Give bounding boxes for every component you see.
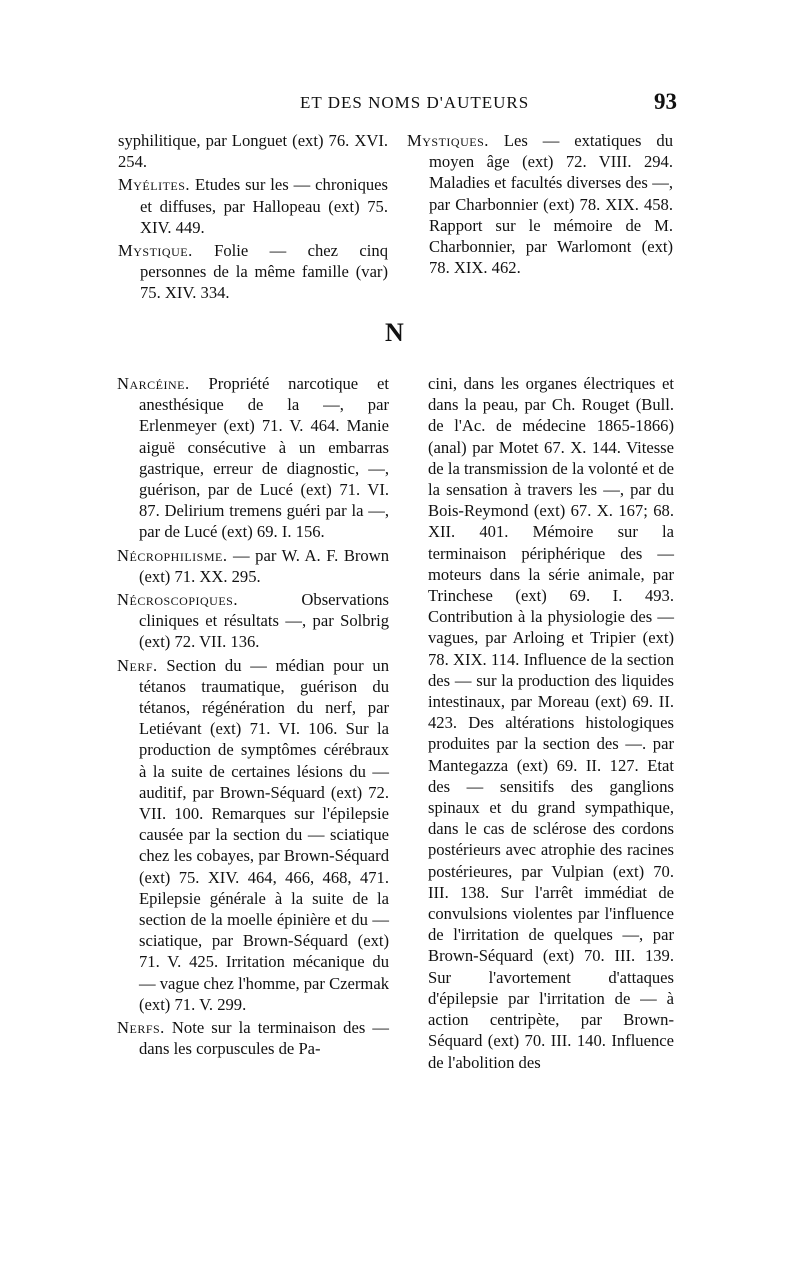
page-header <box>0 89 800 123</box>
index-entry: Mystique. Folie — chez cinq personnes de la même famille (var) 75. XIV. 334. <box>118 241 388 303</box>
bottom-left-column <box>117 373 389 1062</box>
index-entry: Mystiques. Les — extatiques du moyen âge (ext) 72. VIII. 294. Maladies et facultés diverses des —, par Charbonnier (ext) 78. XIX. 458. Rapport sur le mémoire de M. Charbonnier, par Warlomont (ext) 78. XIX. 462. <box>407 131 673 278</box>
index-entry: syphilitique, par Longuet (ext) 76. XVI. 254. <box>118 131 388 172</box>
top-left-column <box>118 130 388 306</box>
index-entry: Nerfs. Note sur la terminaison des — dans les corpuscules de Pa- <box>117 1018 389 1059</box>
page-number: 93 <box>654 89 677 114</box>
running-title: ET DES NOMS D'AUTEURS <box>300 93 530 112</box>
index-entry: Nécrophilisme. — par W. A. F. Brown (ext) 71. XX. 295. <box>117 545 389 586</box>
index-entry: Narcéine. Propriété narcotique et anesthésique de la —, par Erlenmeyer (ext) 71. V. 464. Manie aiguë consécutive à un embarras gastrique, erreur de diagnostic, —, guérison, par de Lucé (ext) 71. VI. 87. Delirium tremens guéri par la —, par de Lucé (ext) 69. I. 156. <box>117 374 389 542</box>
index-entry: Nerf. Section du — médian pour un tétanos traumatique, guérison du tétanos, régénération du nerf, par Letiévant (ext) 71. VI. 106. Sur la production de symptômes cérébraux à la suite de certaines lésions du — auditif, par Brown-Séquard (ext) 72. VII. 100. Remarques sur l'épilepsie causée par la section du — sciatique chez les cobayes, par Brown-Séquard (ext) 75. XIV. 464, 466, 468, 471. Epilepsie générale à la suite de la section de la moelle épinière et du — sciatique, par Brown-Séquard (ext) 71. V. 425. Irritation mécanique du — vague chez l'homme, par Czermak (ext) 71. V. 299. <box>117 655 389 1014</box>
index-entry: Myélites. Etudes sur les — chroniques et diffuses, par Hallopeau (ext) 75. XIV. 449. <box>118 175 388 237</box>
index-entry: cini, dans les organes électriques et dans la peau, par Ch. Rouget (Bull. de l'Ac. de médecine 1865-1866) (anal) par Motet 67. X. 144. Vitesse de la transmission de la volonté et de la sensation à travers les —, par du Bois-Reymond (ext) 67. X. 167; 68. XII. 401. Mémoire sur la terminaison périphérique des — moteurs dans la série animale, par Trinchese (ext) 69. I. 493. Contribution à la physiologie des — vagues, par Arloing et Tripier (ext) 78. XIX. 114. Influence de la section des — sur la production des liquides intestinaux, par Moreau (ext) 69. II. 423. Des altérations histologiques produites par la section des —. par Mantegazza (ext) 69. II. 127. Etat des — sensitifs des ganglions spinaux et du grand sympathique, dans le cas de sclérose des cordons postérieurs avec atrophie des racines postérieures, par Vulpian (ext) 70. III. 138. Sur l'arrêt immédiat de convulsions violentes par l'influence de l'irritation de quelques —, par Brown-Séquard (ext) 70. III. 139. Sur l'avortement d'attaques d'épilepsie par l'irritation de — à action centripète, par Brown-Séquard (ext) 70. III. 140. Influence de l'abolition des <box>428 374 674 1072</box>
section-letter: N <box>385 318 404 347</box>
top-right-column <box>407 130 673 280</box>
bottom-right-column <box>428 373 674 1075</box>
index-entry: Nécroscopiques. Observations cliniques et résultats —, par Solbrig (ext) 72. VII. 136. <box>117 590 389 652</box>
